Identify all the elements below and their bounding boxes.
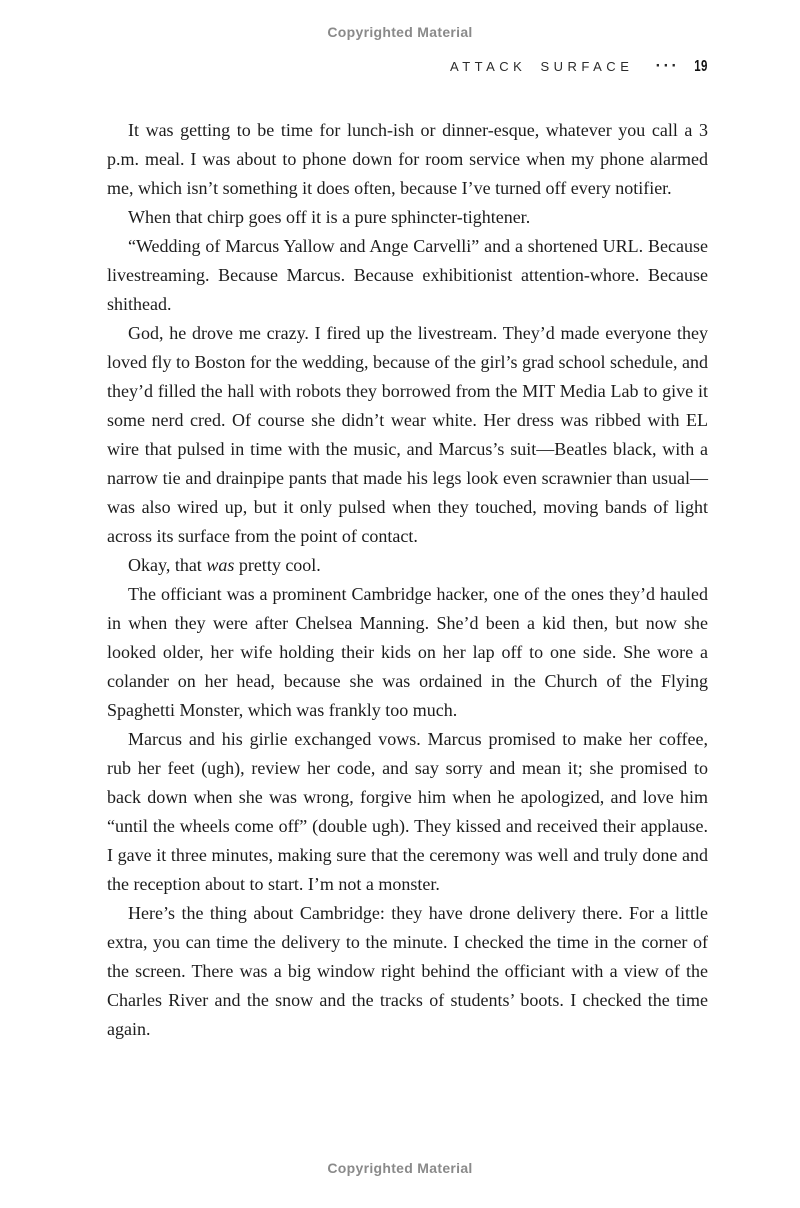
book-title: ATTACK SURFACE bbox=[450, 59, 634, 74]
paragraph-5 bbox=[107, 551, 708, 580]
paragraph-6: The officiant was a prominent Cambridge hacker, one of the ones they’d hauled in when they were after Chelsea Manning. She’d been a kid then, but now she looked older, her wife holding their kids on her lap off to one side. She wore a colander on her head, because she was ordained in the Church of the Flying Spaghetti Monster, which was frankly too much. bbox=[107, 584, 708, 720]
paragraph-5-italic: was bbox=[206, 555, 235, 575]
paragraph-3: “Wedding of Marcus Yallow and Ange Carvelli” and a shortened URL. Because livestreaming. Because Marcus. Because exhibitionist attention-whore. Because shithead. bbox=[107, 236, 708, 314]
paragraph-7: Marcus and his girlie exchanged vows. Marcus promised to make her coffee, rub her feet (ugh), review her code, and say sorry and mean it; she promised to back down when she was wrong, forgive him when he apologized, and love him “until the wheels come off” (double ugh). They kissed and received their applause. I gave it three minutes, making sure that the ceremony was well and truly done and the reception about to start. I’m not a monster. bbox=[107, 729, 708, 894]
copyright-notice-top: Copyrighted Material bbox=[327, 24, 473, 40]
body-text bbox=[107, 116, 708, 1044]
paragraph-5-pre: Okay, that bbox=[128, 555, 207, 575]
copyright-notice-bottom: Copyrighted Material bbox=[327, 1160, 473, 1176]
paragraph-2: When that chirp goes off it is a pure sphincter-tightener. bbox=[128, 207, 531, 227]
running-head bbox=[107, 58, 708, 76]
header-separator-dots: ··· bbox=[655, 59, 680, 74]
paragraph-4: God, he drove me crazy. I fired up the livestream. They’d made everyone they loved fly to Boston for the wedding, because of the girl’s grad school schedule, and they’d filled the hall with robots they borrowed from the MIT Media Lab to give it some nerd cred. Of course she didn’t wear white. Her dress was ribbed with EL wire that pulsed in time with the music, and Marcus’s suit—Beatles black, with a narrow tie and drainpipe pants that made his legs look even scrawnier than usual—was also wired up, but it only pulsed when they touched, moving bands of light across its surface from the point of contact. bbox=[107, 323, 708, 546]
paragraph-1: It was getting to be time for lunch-ish or dinner-esque, whatever you call a 3 p.m. meal. I was about to phone down for room service when my phone alarmed me, which isn’t something it does often, because I’ve turned off every notifier. bbox=[107, 120, 708, 198]
paragraph-8: Here’s the thing about Cambridge: they have drone delivery there. For a little extra, you can time the delivery to the minute. I checked the time in the corner of the screen. There was a big window right behind the officiant with a view of the Charles River and the snow and the tracks of students’ boots. I checked the time again. bbox=[107, 903, 708, 1039]
paragraph-5-post: pretty cool. bbox=[234, 555, 321, 575]
page-number: 19 bbox=[694, 58, 708, 75]
